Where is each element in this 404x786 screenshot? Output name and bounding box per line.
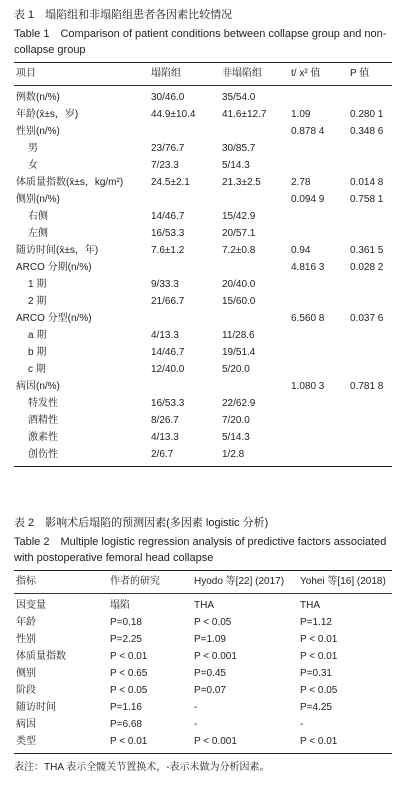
table2-bottom-rule xyxy=(14,753,392,754)
table2-cell-yohei: P < 0.01 xyxy=(300,651,338,662)
table2-row xyxy=(14,631,392,648)
table1-cell-p: 0.280 1 xyxy=(350,109,384,120)
table2-row xyxy=(14,597,392,614)
table1-cell-stat: 0.878 4 xyxy=(291,126,325,137)
table1-cell-p: 0.758 1 xyxy=(350,194,384,205)
table1-row xyxy=(14,361,392,378)
table2-cell-yohei: P < 0.05 xyxy=(300,685,338,696)
table1-row xyxy=(14,344,392,361)
table1-cell-item: 例数(n/%) xyxy=(16,92,60,103)
table2-cell-indicator: 因变量 xyxy=(16,600,46,611)
table2-cell-yohei: P=0.31 xyxy=(300,668,332,679)
table1-cell-noncollapse: 5/14.3 xyxy=(222,160,250,171)
table1-cell-noncollapse: 7/20.0 xyxy=(222,415,250,426)
table1-row xyxy=(14,259,392,276)
table1-cell-p: 0.014 8 xyxy=(350,177,384,188)
table1-cell-noncollapse: 41.6±12.7 xyxy=(222,109,267,120)
table2-cell-hyodo: - xyxy=(194,719,198,730)
table2-cell-yohei: THA xyxy=(300,600,320,611)
table1-cell-p: 0.348 6 xyxy=(350,126,384,137)
table2-row xyxy=(14,716,392,733)
table1-cell-noncollapse: 7.2±0.8 xyxy=(222,245,256,256)
table1-cell-noncollapse: 35/54.0 xyxy=(222,92,256,103)
table2-cell-indicator: 体质量指数 xyxy=(16,651,66,662)
table1-row xyxy=(14,123,392,140)
table1-row xyxy=(14,412,392,429)
table1-cell-stat: 0.094 9 xyxy=(291,194,325,205)
table2-cell-yohei: - xyxy=(300,719,304,730)
table2-header-rule xyxy=(14,593,392,594)
table1-cell-item: 男 xyxy=(28,143,38,154)
table2-cell-indicator: 年龄 xyxy=(16,617,36,628)
table1-row xyxy=(14,276,392,293)
table1-cell-p: 0.037 6 xyxy=(350,313,384,324)
table1-cell-noncollapse: 5/14.3 xyxy=(222,432,250,443)
table1-cell-noncollapse: 15/60.0 xyxy=(222,296,256,307)
table1-cell-collapse: 24.5±2.1 xyxy=(151,177,190,188)
table1-cell-collapse: 14/46.7 xyxy=(151,211,185,222)
table1-row xyxy=(14,378,392,395)
table2-cell-indicator: 阶段 xyxy=(16,685,36,696)
table1-cell-collapse: 2/6.7 xyxy=(151,449,174,460)
table2-cell-author: P=2.25 xyxy=(110,634,142,645)
table1-cell-collapse: 12/40.0 xyxy=(151,364,185,375)
table1-cell-stat: 0.94 xyxy=(291,245,311,256)
table1-cell-item: 年龄(x̄±s，岁) xyxy=(16,109,79,120)
table1-cell-item: 激素性 xyxy=(28,432,58,443)
table1-cell-item: 病因(n/%) xyxy=(16,381,60,392)
table2-caption-en: Table 2 Multiple logistic regression analysis of predictive factors associated with postoperative femoral head collapse xyxy=(14,536,387,564)
table2-cell-hyodo: P=0.45 xyxy=(194,668,226,679)
table1-row xyxy=(14,429,392,446)
table1-cell-item: 侧别(n/%) xyxy=(16,194,60,205)
table2-cell-author: P=1.16 xyxy=(110,702,142,713)
table2-cell-author: P < 0.65 xyxy=(110,668,148,679)
table2-cell-author: P=0.18 xyxy=(110,617,142,628)
table1-cell-noncollapse: 21.3±2.5 xyxy=(222,177,261,188)
table1-row xyxy=(14,140,392,157)
table1-cell-item: ARCO 分型(n/%) xyxy=(16,313,92,324)
table1-cell-noncollapse: 22/62.9 xyxy=(222,398,256,409)
table2-cell-hyodo: P < 0.001 xyxy=(194,736,237,747)
table1-caption-en: Table 1 Comparison of patient conditions between collapse group and non-collapse group xyxy=(14,28,387,56)
table1-row xyxy=(14,191,392,208)
table2-row xyxy=(14,665,392,682)
table1-header-stat: t/ x² 值 xyxy=(291,68,321,79)
table1-cell-noncollapse: 5/20.0 xyxy=(222,364,250,375)
table1-cell-collapse: 14/46.7 xyxy=(151,347,185,358)
table1-cell-collapse: 9/33.3 xyxy=(151,279,179,290)
table1-row xyxy=(14,208,392,225)
table2-row xyxy=(14,648,392,665)
table1-row xyxy=(14,157,392,174)
table2-caption-zh: 表 2 影响术后塌陷的预测因素(多因素 logistic 分析) xyxy=(14,517,269,529)
table1-cell-noncollapse: 20/57.1 xyxy=(222,228,256,239)
table1-header-p: P 值 xyxy=(350,68,370,79)
table1-cell-item: c 期 xyxy=(28,364,46,375)
table1-row xyxy=(14,242,392,259)
table2-cell-indicator: 病因 xyxy=(16,719,36,730)
table2-cell-indicator: 类型 xyxy=(16,736,36,747)
table1-cell-collapse: 8/26.7 xyxy=(151,415,179,426)
table1-cell-stat: 2.78 xyxy=(291,177,311,188)
table2-cell-author: P=6.68 xyxy=(110,719,142,730)
table2-cell-yohei: P=4.25 xyxy=(300,702,332,713)
table1-cell-collapse: 4/13.3 xyxy=(151,330,179,341)
table1-row xyxy=(14,327,392,344)
table2-cell-hyodo: - xyxy=(194,702,198,713)
table1-cell-collapse: 44.9±10.4 xyxy=(151,109,196,120)
table1-cell-noncollapse: 19/51.4 xyxy=(222,347,256,358)
table1-cell-item: 酒精性 xyxy=(28,415,58,426)
table1-header-noncollapse: 非塌陷组 xyxy=(222,68,262,79)
table1-cell-item: 左侧 xyxy=(28,228,48,239)
table2-cell-author: P < 0.05 xyxy=(110,685,148,696)
table1-header-item: 项目 xyxy=(16,68,36,79)
table2-section xyxy=(14,516,392,775)
table2-cell-hyodo: P < 0.001 xyxy=(194,651,237,662)
table2-cell-indicator: 性别 xyxy=(16,634,36,645)
table2-cell-author: P < 0.01 xyxy=(110,651,148,662)
table1-row xyxy=(14,106,392,123)
table2-header-author: 作者的研究 xyxy=(110,576,160,587)
table1-header-rule xyxy=(14,85,392,86)
table2-header-indicator: 指标 xyxy=(16,576,36,587)
table1-header-row xyxy=(14,63,392,85)
table2-header-hyodo: Hyodo 等[22] (2017) xyxy=(194,576,285,587)
table2-note: 表注：THA 表示全髋关节置换术，-表示未做为分析因素。 xyxy=(14,762,270,773)
table1-cell-noncollapse: 30/85.7 xyxy=(222,143,256,154)
table2-header-yohei: Yohei 等[16] (2018) xyxy=(300,576,386,587)
table1-cell-item: a 期 xyxy=(28,330,47,341)
table2-cell-yohei: P=1.12 xyxy=(300,617,332,628)
table1-caption-zh: 表 1 塌陷组和非塌陷组患者各因素比较情况 xyxy=(14,9,233,21)
table1-cell-item: 女 xyxy=(28,160,38,171)
table1-cell-item: 特发性 xyxy=(28,398,58,409)
table1-row xyxy=(14,174,392,191)
table1-row xyxy=(14,225,392,242)
table2-cell-yohei: P < 0.01 xyxy=(300,634,338,645)
table2-row xyxy=(14,614,392,631)
table2-cell-indicator: 侧别 xyxy=(16,668,36,679)
table1-bottom-rule xyxy=(14,466,392,467)
table2-cell-hyodo: P=0.07 xyxy=(194,685,226,696)
table2-cell-author: 塌陷 xyxy=(110,600,130,611)
table2-cell-author: P < 0.01 xyxy=(110,736,148,747)
table2-row xyxy=(14,699,392,716)
table2-cell-hyodo: P=1.09 xyxy=(194,634,226,645)
table1-cell-collapse: 16/53.3 xyxy=(151,228,185,239)
table1-cell-item: b 期 xyxy=(28,347,47,358)
table1-cell-collapse: 30/46.0 xyxy=(151,92,185,103)
table1-row xyxy=(14,310,392,327)
table1-header-collapse: 塌陷组 xyxy=(151,68,181,79)
table1-cell-p: 0.028 2 xyxy=(350,262,384,273)
table1-cell-noncollapse: 15/42.9 xyxy=(222,211,256,222)
table1-cell-item: 右侧 xyxy=(28,211,48,222)
table1-cell-item: 1 期 xyxy=(28,279,47,290)
table1-cell-stat: 6.560 8 xyxy=(291,313,325,324)
table2-cell-hyodo: THA xyxy=(194,600,214,611)
table1-cell-stat: 1.080 3 xyxy=(291,381,325,392)
table1-row xyxy=(14,89,392,106)
table2-header-row xyxy=(14,571,392,593)
table1-cell-item: 性别(n/%) xyxy=(16,126,60,137)
table1-cell-item: 创伤性 xyxy=(28,449,58,460)
table2-row xyxy=(14,682,392,699)
table2-cell-indicator: 随访时间 xyxy=(16,702,56,713)
table1-cell-collapse: 4/13.3 xyxy=(151,432,179,443)
table2-cell-hyodo: P < 0.05 xyxy=(194,617,232,628)
table1-cell-noncollapse: 11/28.6 xyxy=(222,330,255,341)
table1-cell-p: 0.361 5 xyxy=(350,245,384,256)
table1-cell-noncollapse: 1/2.8 xyxy=(222,449,245,460)
table1-cell-stat: 1.09 xyxy=(291,109,311,120)
table1-body xyxy=(14,89,392,463)
table1-row xyxy=(14,446,392,463)
table1-row xyxy=(14,293,392,310)
table2-cell-yohei: P < 0.01 xyxy=(300,736,338,747)
table1-cell-p: 0.781 8 xyxy=(350,381,384,392)
table1-cell-collapse: 7.6±1.2 xyxy=(151,245,185,256)
table1-cell-collapse: 16/53.3 xyxy=(151,398,185,409)
table1-section xyxy=(14,8,392,467)
table1-cell-collapse: 23/76.7 xyxy=(151,143,185,154)
table1-row xyxy=(14,395,392,412)
table1-cell-collapse: 21/66.7 xyxy=(151,296,185,307)
table1-cell-stat: 4.816 3 xyxy=(291,262,325,273)
table1-cell-item: 2 期 xyxy=(28,296,47,307)
table1-cell-item: ARCO 分期(n/%) xyxy=(16,262,92,273)
table1-cell-item: 体质量指数(x̄±s，kg/m²) xyxy=(16,177,124,188)
table2-body xyxy=(14,597,392,750)
table1-cell-noncollapse: 20/40.0 xyxy=(222,279,256,290)
table1-cell-collapse: 7/23.3 xyxy=(151,160,179,171)
table2-row xyxy=(14,733,392,750)
table1-cell-item: 随访时间(x̄±s，年) xyxy=(16,245,99,256)
